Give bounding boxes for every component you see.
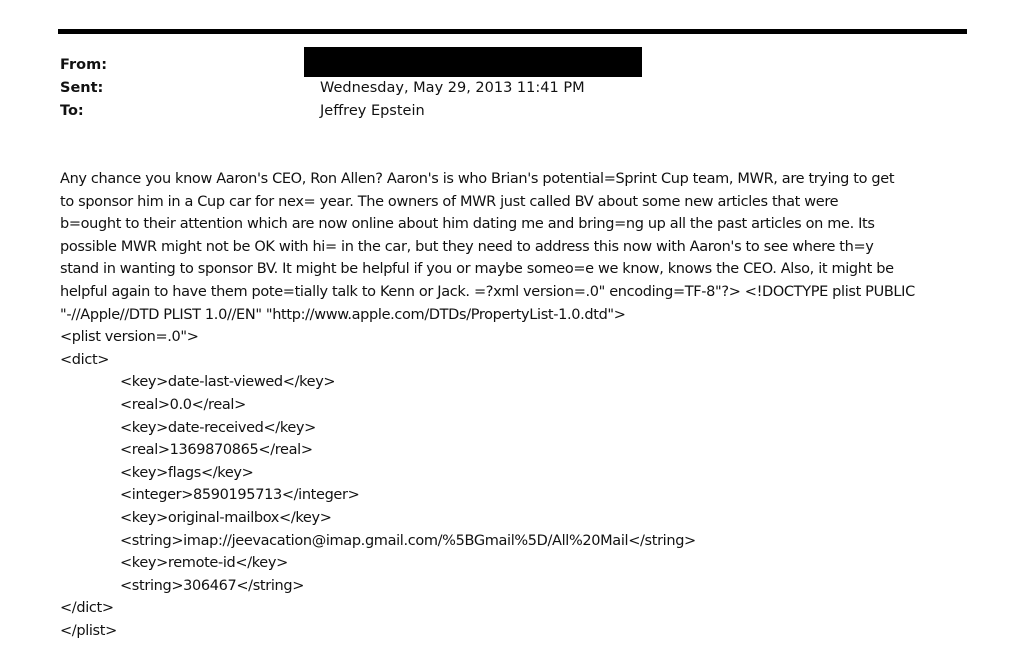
to-label: To: [60, 103, 84, 119]
plist-open-line: <plist version=.0"> [60, 329, 199, 346]
body-line: stand in wanting to sponsor BV. It might be helpful if you or maybe someo=e we know, knows the CEO. Also, it might be [60, 261, 894, 278]
dict-entry-line: <integer>8590195713</integer> [120, 487, 360, 504]
dict-entry-line: <real>1369870865</real> [120, 442, 313, 459]
body-line: helpful again to have them pote=tially talk to Kenn or Jack. =?xml version=.0" encoding=TF-8"?> <!DOCTYPE plist PUBLIC [60, 283, 915, 300]
from-label: From: [60, 57, 107, 73]
body-line: Any chance you know Aaron's CEO, Ron Allen? Aaron's is who Brian's potential=Sprint Cup team, MWR, are trying to get [60, 171, 895, 187]
dict-entry-line: <key>date-last-viewed</key> [120, 374, 336, 391]
dict-entry-line: <key>date-received</key> [120, 419, 316, 436]
to-value: Jeffrey Epstein [320, 103, 425, 119]
body-line: possible MWR might not be OK with hi= in the car, but they need to address this now with Aaron's to see where th=y [60, 238, 874, 255]
dict-entry-line: <string>imap://jeevacation@imap.gmail.com/%5BGmail%5D/All%20Mail</string> [120, 532, 696, 549]
top-rule [58, 29, 967, 34]
sent-value: Wednesday, May 29, 2013 11:41 PM [320, 80, 585, 96]
dict-open-line: <dict> [60, 351, 110, 368]
sent-label: Sent: [60, 80, 104, 96]
dict-entry-line: <string>306467</string> [120, 577, 305, 594]
body-line: b=ought to their attention which are now online about him dating me and bring=ng up all the past articles on me. Its [60, 216, 875, 233]
body-line: to sponsor him in a Cup car for nex= year. The owners of MWR just called BV about some new articles that were [60, 193, 839, 210]
redaction-bar [304, 47, 642, 77]
body-line: "-//Apple//DTD PLIST 1.0//EN" "http://www.apple.com/DTDs/PropertyList-1.0.dtd"> [60, 306, 626, 323]
dict-close-line: </dict> [60, 600, 114, 617]
plist-close-line: </plist> [60, 622, 117, 639]
dict-entry-line: <key>original-mailbox</key> [120, 509, 332, 526]
dict-entry-line: <real>0.0</real> [120, 396, 246, 413]
email-body [60, 168, 970, 642]
dict-entry-line: <key>remote-id</key> [120, 555, 288, 572]
dict-entry-line: <key>flags</key> [120, 464, 254, 481]
